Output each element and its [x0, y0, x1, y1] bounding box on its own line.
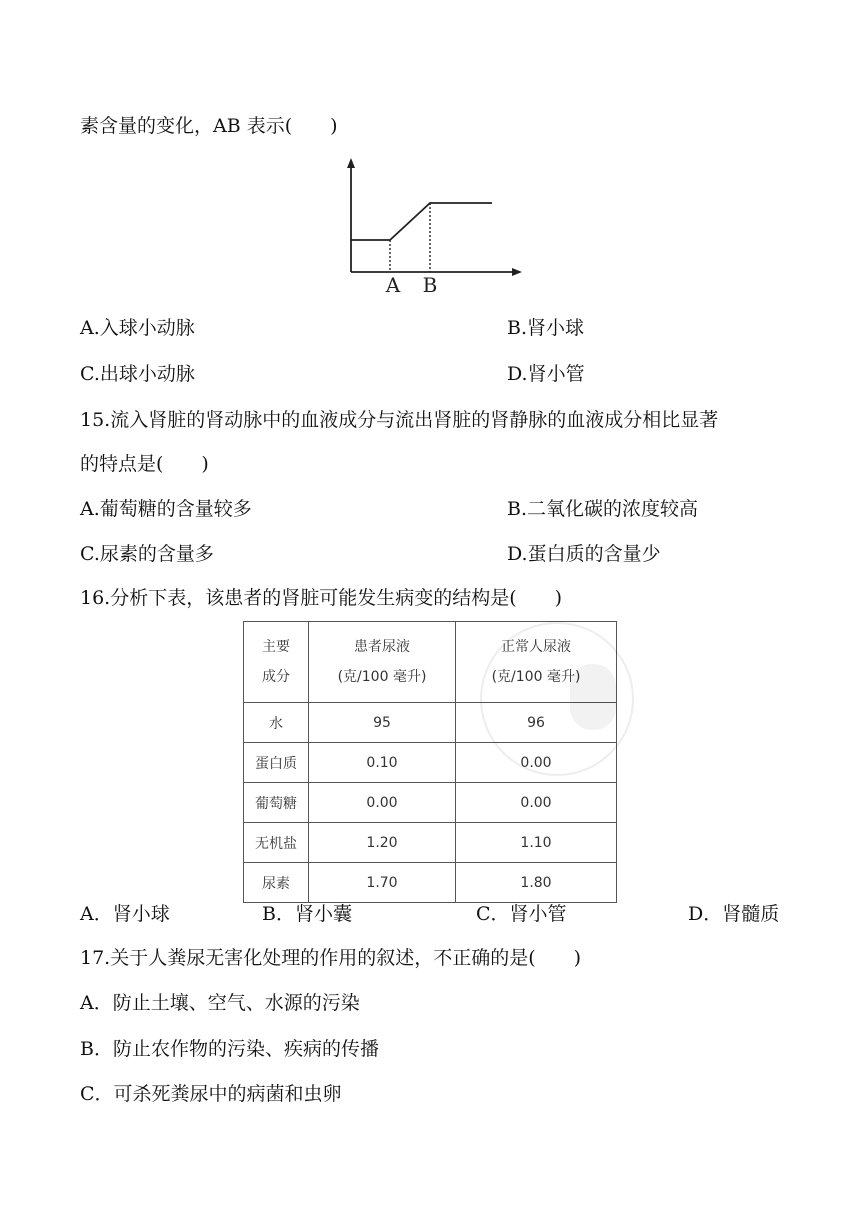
cell-name: 葡萄糖 [244, 783, 309, 823]
cell-name: 水 [244, 703, 309, 743]
q14-option-b[interactable]: B.肾小球 [507, 317, 585, 339]
y-axis-arrow [347, 158, 355, 168]
q14-option-c[interactable]: C.出球小动脉 [80, 363, 195, 385]
table-row [244, 783, 617, 823]
cell-patient: 1.20 [309, 823, 456, 863]
table-row [244, 703, 617, 743]
cell-normal: 1.10 [456, 823, 617, 863]
cell-patient: 1.70 [309, 863, 456, 903]
q16-option-c[interactable]: C．肾小管 [476, 903, 567, 925]
table-row [244, 743, 617, 783]
q17-option-c[interactable]: C．可杀死粪尿中的病菌和虫卵 [80, 1083, 342, 1105]
q14-option-a[interactable]: A.入球小动脉 [80, 317, 195, 339]
q17-option-b[interactable]: B．防止农作物的污染、疾病的传播 [80, 1038, 379, 1060]
header-normal-line2: (克/100 毫升) [491, 669, 581, 685]
label-b: B [422, 273, 438, 297]
q15-option-a[interactable]: A.葡萄糖的含量较多 [80, 498, 252, 520]
x-axis-arrow [512, 268, 522, 276]
cell-name: 蛋白质 [244, 743, 309, 783]
q17-stem: 17.关于人粪尿无害化处理的作用的叙述，不正确的是( ) [80, 947, 582, 969]
table-row [244, 823, 617, 863]
cell-name: 尿素 [244, 863, 309, 903]
q15-option-c[interactable]: C.尿素的含量多 [80, 543, 214, 565]
header-normal [456, 622, 617, 703]
q16-option-b[interactable]: B．肾小囊 [262, 903, 352, 925]
header-component [244, 622, 309, 703]
table-row [244, 863, 617, 903]
cell-normal: 96 [456, 703, 617, 743]
q15-stem-line2: 的特点是( ) [80, 453, 209, 475]
q16-option-a[interactable]: A．肾小球 [80, 903, 170, 925]
cell-patient: 0.10 [309, 743, 456, 783]
q15-option-b[interactable]: B.二氧化碳的浓度较高 [507, 498, 699, 520]
cell-patient: 0.00 [309, 783, 456, 823]
header-component-line1: 主要 [262, 639, 290, 655]
cell-patient: 95 [309, 703, 456, 743]
q17-option-a[interactable]: A．防止土壤、空气、水源的污染 [80, 992, 360, 1014]
cell-normal: 0.00 [456, 783, 617, 823]
urine-table [243, 621, 617, 903]
q14-option-d[interactable]: D.肾小管 [507, 363, 585, 385]
cell-normal: 1.80 [456, 863, 617, 903]
header-normal-line1: 正常人尿液 [501, 639, 571, 655]
header-patient-line2: (克/100 毫升) [337, 669, 427, 685]
q15-option-d[interactable]: D.蛋白质的含量少 [507, 543, 661, 565]
q14-stem-tail: 素含量的变化，AB 表示( ) [80, 115, 338, 137]
header-component-line2: 成分 [262, 669, 290, 685]
table-header-row [244, 622, 617, 703]
q16-stem: 16.分析下表，该患者的肾脏可能发生病变的结构是( ) [80, 587, 563, 609]
header-patient-line1: 患者尿液 [354, 639, 410, 655]
q15-stem-line1: 15.流入肾脏的肾动脉中的血液成分与流出肾脏的肾静脉的血液成分相比显著 [80, 409, 719, 431]
label-a: A [385, 273, 401, 297]
header-patient [309, 622, 456, 703]
q16-option-d[interactable]: D．肾髓质 [688, 903, 780, 925]
q14-graph [340, 156, 530, 298]
cell-name: 无机盐 [244, 823, 309, 863]
curve-line [351, 203, 492, 240]
cell-normal: 0.00 [456, 743, 617, 783]
